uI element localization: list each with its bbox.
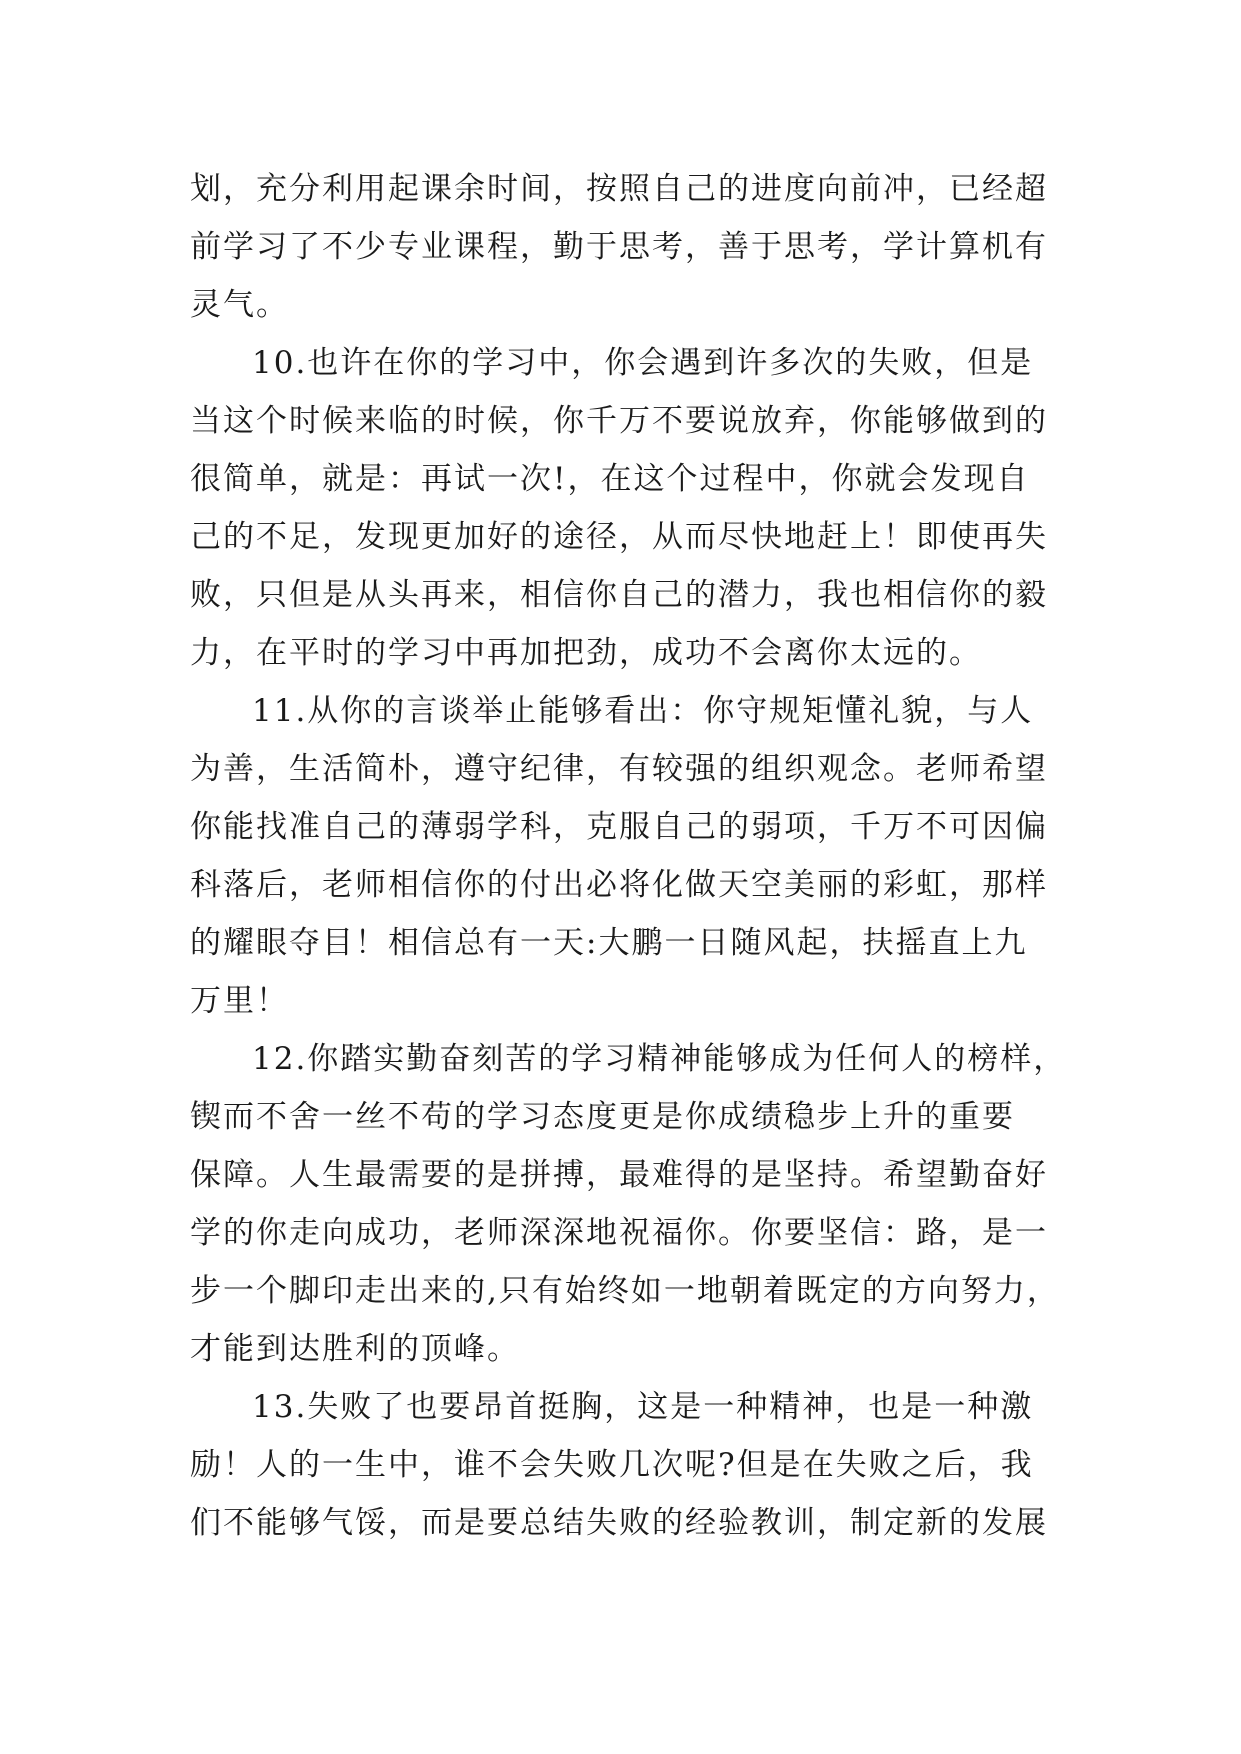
text-line: 很简单，就是：再试一次!，在这个过程中，你就会发现自 — [190, 461, 1030, 497]
text-line: 前学习了不少专业课程，勤于思考，善于思考，学计算机有 — [190, 229, 1048, 265]
document-body — [190, 160, 1067, 1552]
text-line: 力，在平时的学习中再加把劲，成功不会离你太远的。 — [190, 635, 982, 671]
text-line: 科落后，老师相信你的付出必将化做天空美丽的彩虹，那样 — [190, 867, 1048, 903]
text-line: 10.也许在你的学习中，你会遇到许多次的失败，但是 — [252, 345, 1034, 381]
text-line: 锲而不舍一丝不苟的学习态度更是你成绩稳步上升的重要 — [190, 1099, 1015, 1135]
paragraph-12 — [190, 1030, 1067, 1378]
text-line: 万里！ — [190, 983, 289, 1019]
text-line: 己的不足，发现更加好的途径，从而尽快地赶上！即使再失 — [190, 519, 1048, 555]
text-line: 灵气。 — [190, 287, 289, 323]
text-line: 保障。人生最需要的是拼搏，最难得的是坚持。希望勤奋好 — [190, 1157, 1048, 1193]
text-line: 败，只但是从头再来，相信你自己的潜力，我也相信你的毅 — [190, 577, 1048, 613]
text-line: 11.从你的言谈举止能够看出：你守规矩懂礼貌，与人 — [252, 693, 1034, 729]
paragraph-9-continuation — [190, 160, 1060, 334]
paragraph-13 — [190, 1378, 1060, 1552]
text-line: 步一个脚印走出来的,只有始终如一地朝着既定的方向努力， — [190, 1273, 1060, 1309]
text-line: 你能找准自己的薄弱学科，克服自己的弱项，千万不可因偏 — [190, 809, 1048, 845]
text-line: 才能到达胜利的顶峰。 — [190, 1331, 520, 1367]
text-line: 13.失败了也要昂首挺胸，这是一种精神，也是一种激 — [252, 1389, 1034, 1425]
paragraph-11 — [190, 682, 1060, 1030]
paragraph-10 — [190, 334, 1060, 682]
text-line: 们不能够气馁，而是要总结失败的经验教训，制定新的发展 — [190, 1505, 1048, 1541]
text-line: 划，充分利用起课余时间，按照自己的进度向前冲，已经超 — [190, 171, 1048, 207]
text-line: 12.你踏实勤奋刻苦的学习精神能够成为任何人的榜样， — [252, 1041, 1067, 1077]
text-line: 励！人的一生中，谁不会失败几次呢?但是在失败之后，我 — [190, 1447, 1034, 1483]
text-line: 学的你走向成功，老师深深地祝福你。你要坚信：路，是一 — [190, 1215, 1048, 1251]
text-line: 的耀眼夺目！相信总有一天:大鹏一日随风起，扶摇直上九 — [190, 925, 1028, 961]
text-line: 当这个时候来临的时候，你千万不要说放弃，你能够做到的 — [190, 403, 1048, 439]
text-line: 为善，生活简朴，遵守纪律，有较强的组织观念。老师希望 — [190, 751, 1048, 787]
